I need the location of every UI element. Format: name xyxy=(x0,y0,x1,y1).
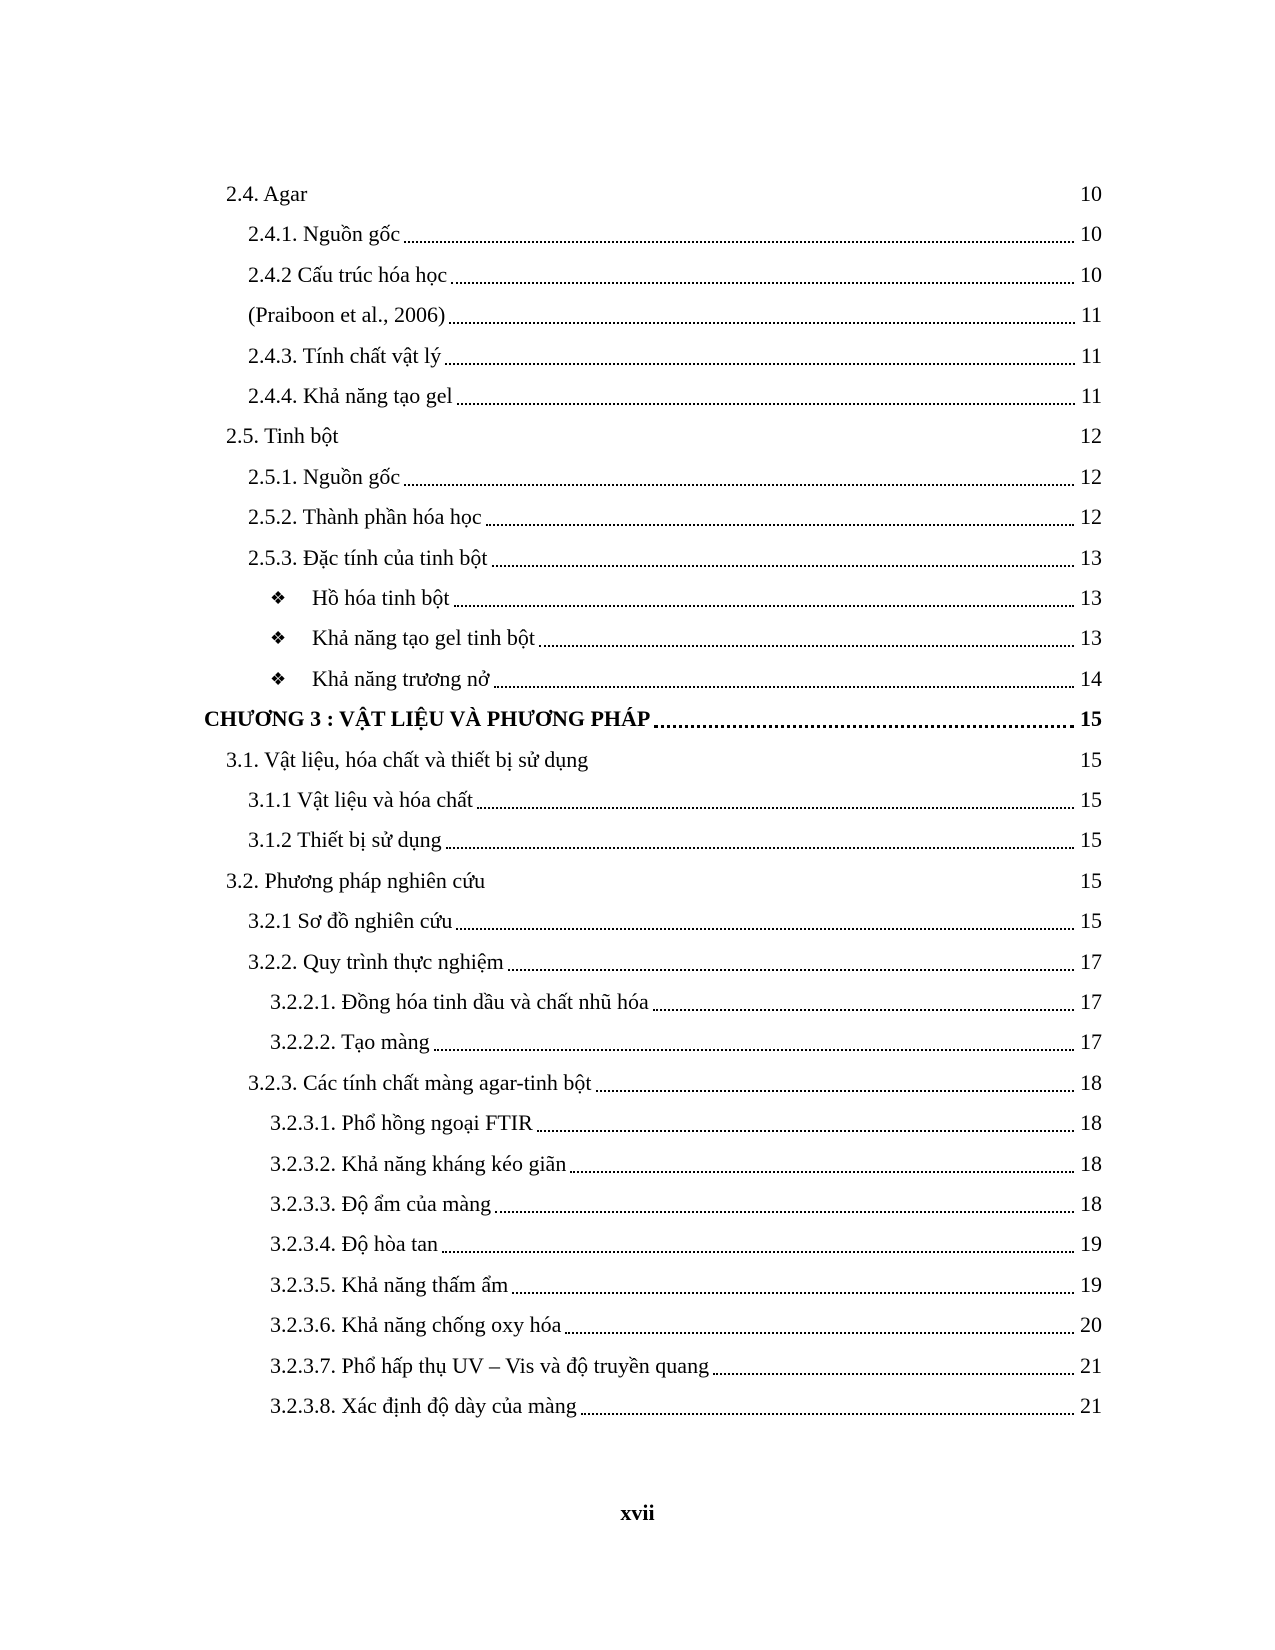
dot-leader xyxy=(653,993,1074,1011)
page-number: xvii xyxy=(620,1500,655,1525)
toc-entry xyxy=(270,572,1102,612)
toc-entry-label: 3.2.3.4. Độ hòa tan xyxy=(270,1231,439,1257)
toc-page-number: 18 xyxy=(1080,1191,1102,1216)
toc-entry-label: (Praiboon et al., 2006) xyxy=(248,302,446,328)
toc-entry xyxy=(248,370,1102,410)
toc-entry xyxy=(248,895,1102,935)
dot-leader xyxy=(570,1155,1074,1173)
toc-entry-label: 2.5.2. Thành phần hóa học xyxy=(248,504,482,530)
dot-leader xyxy=(454,589,1075,607)
toc-page-number: 11 xyxy=(1080,342,1102,368)
toc-entry xyxy=(248,814,1102,854)
toc-entry-label: 3.2.2.1. Đồng hóa tinh dầu và chất nhũ hóa xyxy=(270,989,649,1014)
dot-leader xyxy=(539,629,1074,647)
dot-leader xyxy=(434,1033,1074,1051)
toc-entry xyxy=(270,1016,1102,1056)
toc-page-number: 12 xyxy=(1080,423,1102,449)
toc-entry xyxy=(248,289,1102,329)
toc-entry xyxy=(226,734,1102,774)
dot-leader xyxy=(508,953,1074,971)
toc-page-number: 15 xyxy=(1080,787,1102,812)
toc-entry-label: Khả năng tạo gel tinh bột xyxy=(312,625,536,651)
toc-entry-label: 2.4.2 Cấu trúc hóa học xyxy=(248,261,448,287)
dot-leader xyxy=(404,225,1074,243)
toc-entry xyxy=(270,1380,1102,1420)
toc-entry-label: 3.2.3.1. Phổ hồng ngoại FTIR xyxy=(270,1110,533,1136)
toc-entry xyxy=(248,451,1102,491)
toc-entry xyxy=(248,491,1102,531)
dot-leader xyxy=(492,549,1074,567)
toc-page-number: 21 xyxy=(1080,1352,1102,1378)
toc-page-number: 10 xyxy=(1080,181,1102,206)
toc-entry-label: 2.5.3. Đặc tính của tinh bột xyxy=(248,544,488,570)
toc-page-number: 13 xyxy=(1080,625,1102,651)
toc-entry xyxy=(226,410,1102,450)
toc-entry xyxy=(270,612,1102,652)
toc-page-number: 20 xyxy=(1080,1312,1102,1338)
toc-page-number: 12 xyxy=(1080,463,1102,489)
dot-leader xyxy=(713,1357,1074,1375)
toc-entry xyxy=(226,168,1102,208)
dot-leader xyxy=(456,912,1074,930)
dot-leader xyxy=(457,387,1075,405)
toc-entry xyxy=(270,1299,1102,1339)
dot-leader xyxy=(512,1276,1074,1294)
toc-page-number: 15 xyxy=(1080,908,1102,934)
dot-leader xyxy=(486,508,1074,526)
toc-entry xyxy=(270,653,1102,693)
toc-entry-label: CHƯƠNG 3 : VẬT LIỆU VÀ PHƯƠNG PHÁP xyxy=(204,706,651,732)
toc-entry-label: 3.2.2. Quy trình thực nghiệm xyxy=(248,948,504,974)
toc-entry-label: 2.5.1. Nguồn gốc xyxy=(248,463,401,489)
toc-page-number: 10 xyxy=(1080,261,1102,287)
toc-entry-label: 3.2.3.3. Độ ẩm của màng xyxy=(270,1191,492,1216)
diamond-bullet-icon: ❖ xyxy=(270,588,287,608)
dot-leader xyxy=(494,670,1074,688)
toc-entry-label: 3.2.3.2. Khả năng kháng kéo giãn xyxy=(270,1150,567,1176)
toc-entry xyxy=(248,936,1102,976)
toc-page-number: 15 xyxy=(1080,746,1102,772)
toc-entry xyxy=(270,1218,1102,1258)
toc-page-number: 10 xyxy=(1080,221,1102,247)
toc-entry-label: 3.2.3.8. Xác định độ dày của màng xyxy=(270,1393,577,1418)
toc-entry xyxy=(270,1259,1102,1299)
dot-leader xyxy=(449,306,1074,324)
toc-entry xyxy=(270,1340,1102,1380)
toc-entry-label: 2.4. Agar xyxy=(226,181,308,206)
toc-entry-label: 3.2.3. Các tính chất màng agar-tinh bột xyxy=(248,1069,592,1095)
toc-page-number: 15 xyxy=(1080,827,1102,853)
toc-page-number: 13 xyxy=(1080,585,1102,610)
toc-entry xyxy=(248,774,1102,814)
toc-entry xyxy=(270,976,1102,1016)
dot-leader xyxy=(581,1397,1074,1415)
toc-entry-label: 2.5. Tinh bột xyxy=(226,423,339,449)
toc-page-number: 17 xyxy=(1080,1029,1102,1055)
toc-entry-label: 3.2. Phương pháp nghiên cứu xyxy=(226,867,486,893)
toc-page-number: 18 xyxy=(1080,1069,1102,1095)
toc-page-number: 21 xyxy=(1080,1393,1102,1418)
dot-leader xyxy=(495,1195,1074,1213)
toc-entry-label: 3.2.3.6. Khả năng chống oxy hóa xyxy=(270,1312,562,1338)
toc-page-number: 19 xyxy=(1080,1231,1102,1257)
dot-leader xyxy=(596,1074,1074,1092)
dot-leader xyxy=(446,831,1074,849)
diamond-bullet-icon: ❖ xyxy=(270,628,287,649)
toc-entry xyxy=(226,855,1102,895)
toc-page-number: 12 xyxy=(1080,504,1102,530)
toc-entry xyxy=(248,1057,1102,1097)
toc-entry-label: 3.1.2 Thiết bị sử dụng xyxy=(248,827,442,853)
toc-entry xyxy=(248,330,1102,370)
toc-page-number: 18 xyxy=(1080,1150,1102,1176)
toc-entry-label: 3.2.1 Sơ đồ nghiên cứu xyxy=(248,908,453,934)
dot-leader xyxy=(654,709,1074,728)
toc-entry xyxy=(270,1178,1102,1218)
toc-entry xyxy=(248,249,1102,289)
dot-leader xyxy=(442,1235,1074,1253)
toc-page-number: 13 xyxy=(1080,544,1102,570)
toc-entry-label: 3.2.2.2. Tạo màng xyxy=(270,1029,430,1055)
toc-page-number: 14 xyxy=(1080,665,1102,691)
toc-page-number: 11 xyxy=(1080,302,1102,328)
toc-entry-label: 3.1.1 Vật liệu và hóa chất xyxy=(248,787,474,812)
diamond-bullet-icon: ❖ xyxy=(270,668,287,689)
toc-chapter-heading xyxy=(204,693,1102,733)
toc-entry-label: 2.4.4. Khả năng tạo gel xyxy=(248,383,453,408)
toc-page-number: 15 xyxy=(1080,706,1102,732)
toc-entry-label: 3.2.3.5. Khả năng thấm ẩm xyxy=(270,1271,509,1297)
toc-entry xyxy=(248,532,1102,572)
toc-entry-label: 3.2.3.7. Phổ hấp thụ UV – Vis và độ truyền quang xyxy=(270,1352,710,1378)
toc-page-number: 17 xyxy=(1080,948,1102,974)
toc-entry xyxy=(270,1138,1102,1178)
toc-page-number: 15 xyxy=(1080,867,1102,893)
toc-entry xyxy=(248,208,1102,248)
dot-leader xyxy=(565,1316,1074,1334)
toc-entry xyxy=(270,1097,1102,1137)
toc-entry-label: Hồ hóa tinh bột xyxy=(312,585,450,610)
toc-page-number: 11 xyxy=(1080,383,1102,408)
toc-entry-label: 3.1. Vật liệu, hóa chất và thiết bị sử dụng xyxy=(226,746,589,772)
toc-page-number: 18 xyxy=(1080,1110,1102,1136)
toc-page-number: 17 xyxy=(1080,989,1102,1014)
dot-leader xyxy=(451,266,1074,284)
dot-leader xyxy=(477,791,1074,809)
toc-page-number: 19 xyxy=(1080,1271,1102,1297)
toc-entry-label: 2.4.1. Nguồn gốc xyxy=(248,221,401,247)
toc-entry-label: 2.4.3. Tính chất vật lý xyxy=(248,342,442,368)
dot-leader xyxy=(404,468,1074,486)
dot-leader xyxy=(445,347,1075,365)
dot-leader xyxy=(537,1114,1074,1132)
toc-entry-label: Khả năng trương nở xyxy=(312,665,490,691)
